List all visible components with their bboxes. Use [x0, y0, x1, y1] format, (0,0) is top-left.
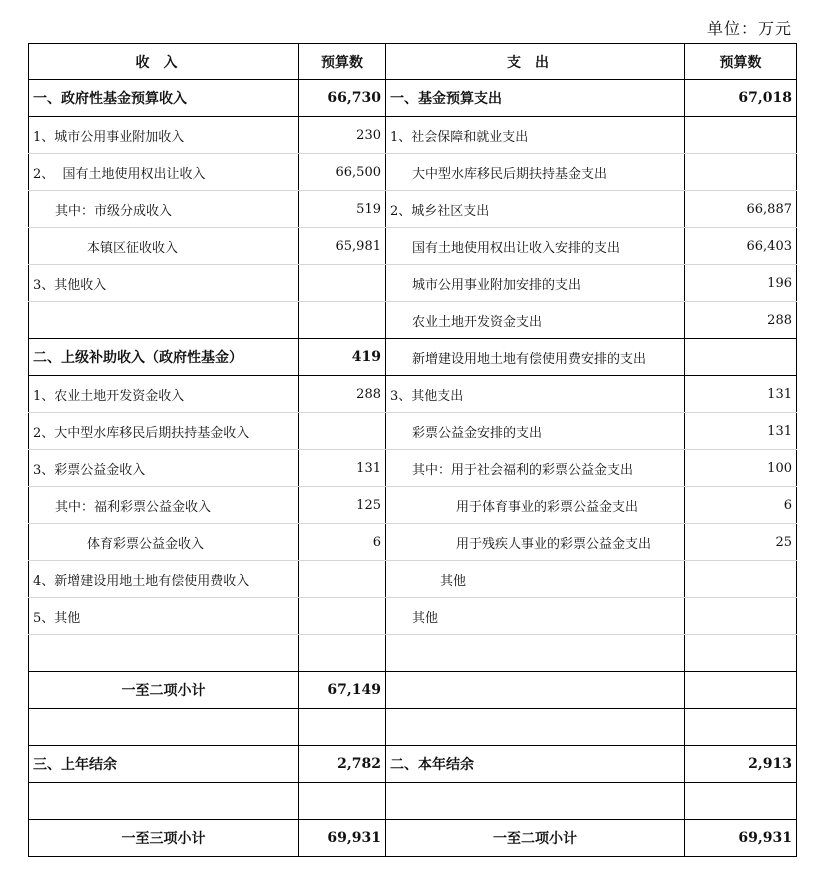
income-value: [299, 709, 386, 746]
expense-label: 大中型水库移民后期扶持基金支出: [386, 154, 685, 191]
expense-label: 1、社会保障和就业支出: [386, 117, 685, 154]
expense-value: 2,913: [685, 746, 797, 783]
income-value: 419: [299, 339, 386, 376]
expense-value: [685, 561, 797, 598]
table-row: [29, 635, 797, 672]
header-income: 收入: [29, 44, 299, 80]
income-label: 一至三项小计: [29, 820, 299, 857]
income-label: 体育彩票公益金收入: [29, 524, 299, 561]
expense-label: 2、城乡社区支出: [386, 191, 685, 228]
expense-label: 农业土地开发资金支出: [386, 302, 685, 339]
income-label: 三、上年结余: [29, 746, 299, 783]
fund-budget-table: [28, 43, 797, 857]
expense-label: 一、基金预算支出: [386, 80, 685, 117]
expense-value: [685, 672, 797, 709]
income-label: [29, 302, 299, 339]
expense-value: [685, 598, 797, 635]
income-value: 131: [299, 450, 386, 487]
expense-label: 新增建设用地土地有偿使用费安排的支出: [386, 339, 685, 376]
income-value: 125: [299, 487, 386, 524]
income-value: [299, 783, 386, 820]
expense-label: 彩票公益金安排的支出: [386, 413, 685, 450]
income-value: [299, 561, 386, 598]
table-row: [29, 783, 797, 820]
table-row: [29, 820, 797, 857]
income-value: [299, 302, 386, 339]
income-value: [299, 598, 386, 635]
header-expense: 支出: [386, 44, 685, 80]
income-label: 1、城市公用事业附加收入: [29, 117, 299, 154]
expense-label: 国有土地使用权出让收入安排的支出: [386, 228, 685, 265]
expense-value: 131: [685, 413, 797, 450]
income-label: 一至二项小计: [29, 672, 299, 709]
table-row: [29, 117, 797, 154]
table-row: [29, 598, 797, 635]
table-row: [29, 191, 797, 228]
table-row: [29, 746, 797, 783]
expense-label: 城市公用事业附加安排的支出: [386, 265, 685, 302]
income-label: [29, 709, 299, 746]
expense-value: [685, 117, 797, 154]
income-value: 519: [299, 191, 386, 228]
expense-value: 196: [685, 265, 797, 302]
income-label: [29, 783, 299, 820]
expense-value: 131: [685, 376, 797, 413]
expense-label: 一至二项小计: [386, 820, 685, 857]
income-label: 2、 国有土地使用权出让收入: [29, 154, 299, 191]
income-value: 65,981: [299, 228, 386, 265]
expense-value: 6: [685, 487, 797, 524]
table-row: [29, 672, 797, 709]
unit-label: 单位：万元: [706, 19, 792, 38]
income-label: 2、大中型水库移民后期扶持基金收入: [29, 413, 299, 450]
header-budget-2: 预算数: [685, 44, 797, 80]
expense-value: 100: [685, 450, 797, 487]
income-value: 69,931: [299, 820, 386, 857]
income-label: 本镇区征收收入: [29, 228, 299, 265]
income-value: 66,500: [299, 154, 386, 191]
table-row: [29, 487, 797, 524]
table-row: [29, 80, 797, 117]
income-value: [299, 265, 386, 302]
table-row: [29, 265, 797, 302]
expense-value: [685, 709, 797, 746]
income-label: 二、上级补助收入（政府性基金）: [29, 339, 299, 376]
income-value: [299, 635, 386, 672]
expense-value: 66,887: [685, 191, 797, 228]
expense-label: 3、其他支出: [386, 376, 685, 413]
expense-label: 二、本年结余: [386, 746, 685, 783]
expense-label: 其他: [386, 598, 685, 635]
expense-label: [386, 709, 685, 746]
income-label: 4、新增建设用地土地有偿使用费收入: [29, 561, 299, 598]
table-row: [29, 709, 797, 746]
table-row: [29, 339, 797, 376]
income-value: 230: [299, 117, 386, 154]
table-row: [29, 450, 797, 487]
table-header-row: [29, 44, 797, 80]
table-row: [29, 413, 797, 450]
expense-label: 其他: [386, 561, 685, 598]
income-value: [299, 413, 386, 450]
expense-label: 用于体育事业的彩票公益金支出: [386, 487, 685, 524]
expense-value: [685, 339, 797, 376]
expense-value: [685, 783, 797, 820]
expense-label: [386, 783, 685, 820]
table-row: [29, 376, 797, 413]
expense-value: 66,403: [685, 228, 797, 265]
expense-label: [386, 635, 685, 672]
expense-label: 其中：用于社会福利的彩票公益金支出: [386, 450, 685, 487]
expense-value: 69,931: [685, 820, 797, 857]
expense-value: 288: [685, 302, 797, 339]
expense-value: [685, 635, 797, 672]
income-label: 3、彩票公益金收入: [29, 450, 299, 487]
expense-label: 用于残疾人事业的彩票公益金支出: [386, 524, 685, 561]
income-label: 5、其他: [29, 598, 299, 635]
income-label: 一、政府性基金预算收入: [29, 80, 299, 117]
income-value: 67,149: [299, 672, 386, 709]
table-row: [29, 524, 797, 561]
expense-value: [685, 154, 797, 191]
expense-value: 25: [685, 524, 797, 561]
income-label: 3、其他收入: [29, 265, 299, 302]
table-row: [29, 302, 797, 339]
header-budget: 预算数: [299, 44, 386, 80]
expense-label: [386, 672, 685, 709]
income-value: 288: [299, 376, 386, 413]
table-row: [29, 561, 797, 598]
table-row: [29, 228, 797, 265]
table-row: [29, 154, 797, 191]
income-label: [29, 635, 299, 672]
income-label: 1、农业土地开发资金收入: [29, 376, 299, 413]
income-value: 6: [299, 524, 386, 561]
income-value: 66,730: [299, 80, 386, 117]
income-label: 其中：市级分成收入: [29, 191, 299, 228]
income-label: 其中：福利彩票公益金收入: [29, 487, 299, 524]
income-value: 2,782: [299, 746, 386, 783]
expense-value: 67,018: [685, 80, 797, 117]
